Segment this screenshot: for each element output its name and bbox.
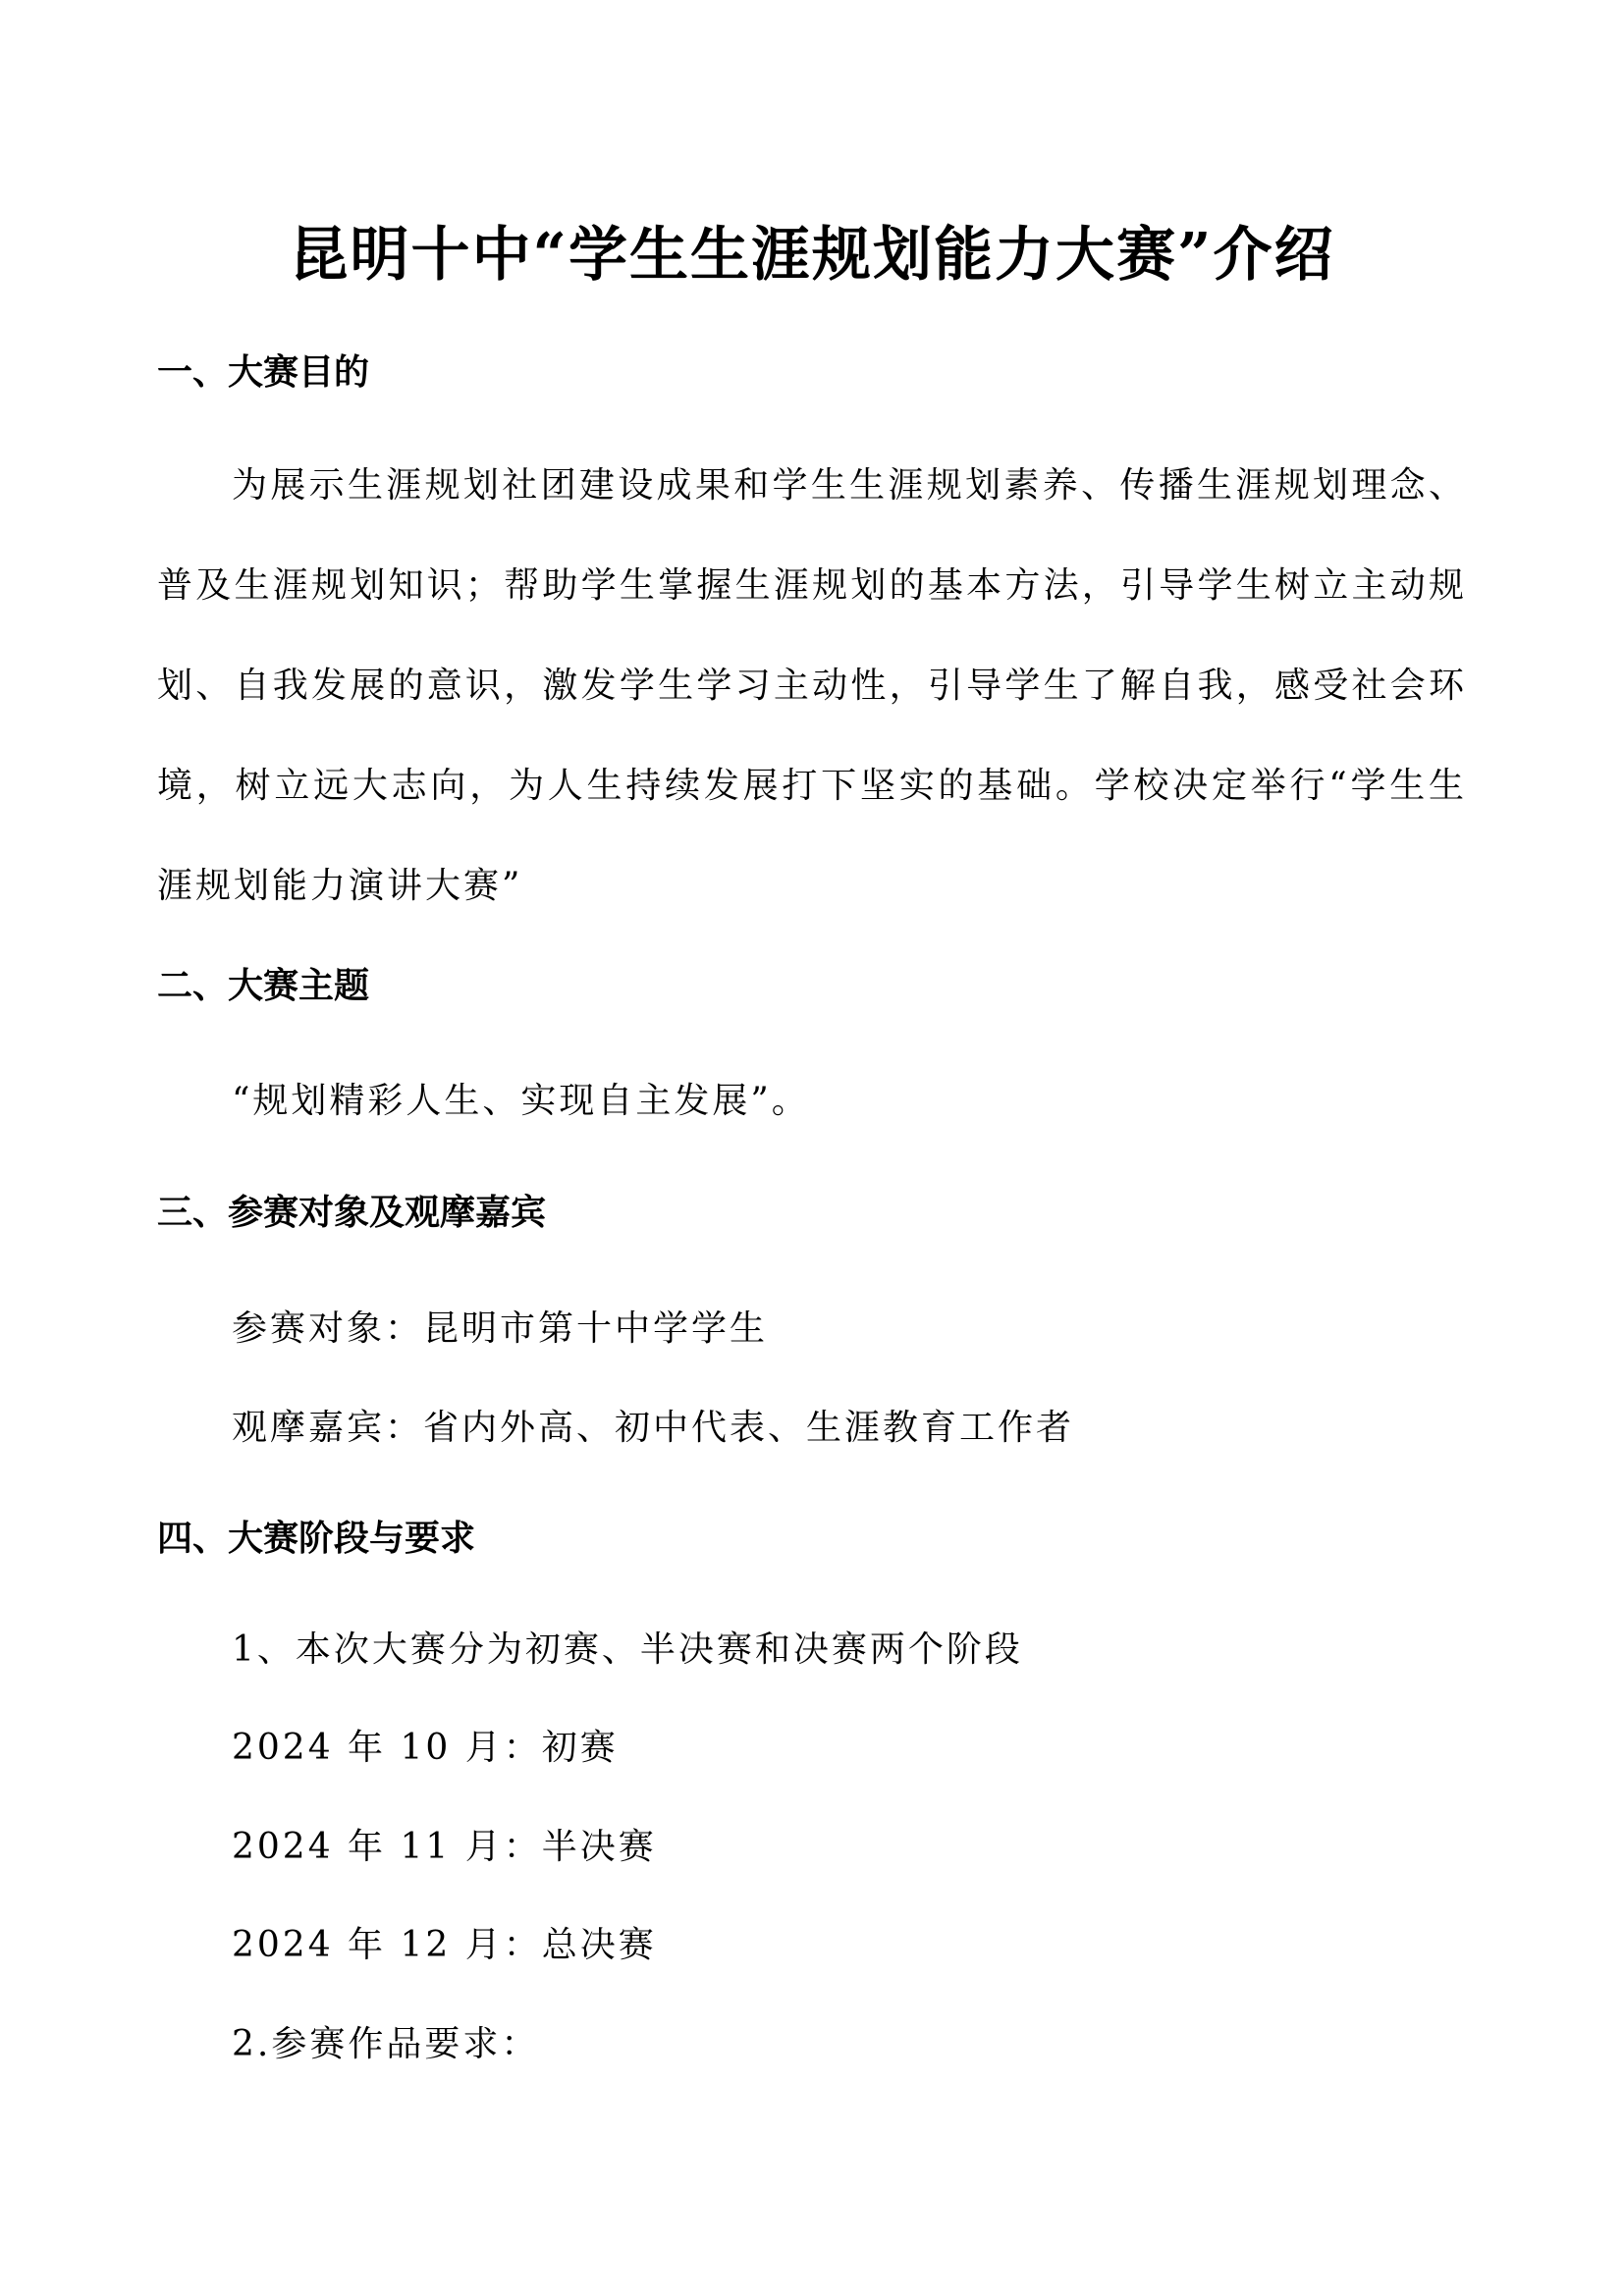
stages-line-2: 2024 年 10 月：初赛 [232,1728,619,1768]
stages-line-4: 2024 年 12 月：总决赛 [232,1925,657,1965]
guests-line: 观摩嘉宾：省内外高、初中代表、生涯教育工作者 [232,1408,1075,1448]
section-heading-theme: 二、大赛主题 [157,966,370,1006]
stages-line-3: 2024 年 11 月：半决赛 [232,1827,657,1867]
theme-line: “规划精彩人生、实现自主发展”。 [232,1081,810,1121]
stages-line-5: 2.参赛作品要求： [232,2024,540,2064]
participants-line: 参赛对象：昆明市第十中学学生 [232,1308,769,1349]
stages-line-1: 1、本次大赛分为初赛、半决赛和决赛两个阶段 [232,1629,1023,1670]
section-heading-stages: 四、大赛阶段与要求 [157,1519,476,1559]
section-heading-purpose: 一、大赛目的 [157,352,370,393]
section-heading-participants: 三、参赛对象及观摩嘉宾 [157,1193,547,1233]
document-title: 昆明十中“学生生涯规划能力大赛”介绍 [289,221,1335,290]
section-paragraph-purpose: 为展示生涯规划社团建设成果和学生生涯规划素养、传播生涯规划理念、普及生涯规划知识；帮助学生掌握生涯规划的基本方法，引导学生树立主动规划、自我发展的意识，激发学生学习主动性，引导学生了解自我，感受社会环境，树立远大志向，为人生持续发展打下坚实的基础。学校决定举行“学生生涯规划能力演讲大赛” [157,465,1467,906]
